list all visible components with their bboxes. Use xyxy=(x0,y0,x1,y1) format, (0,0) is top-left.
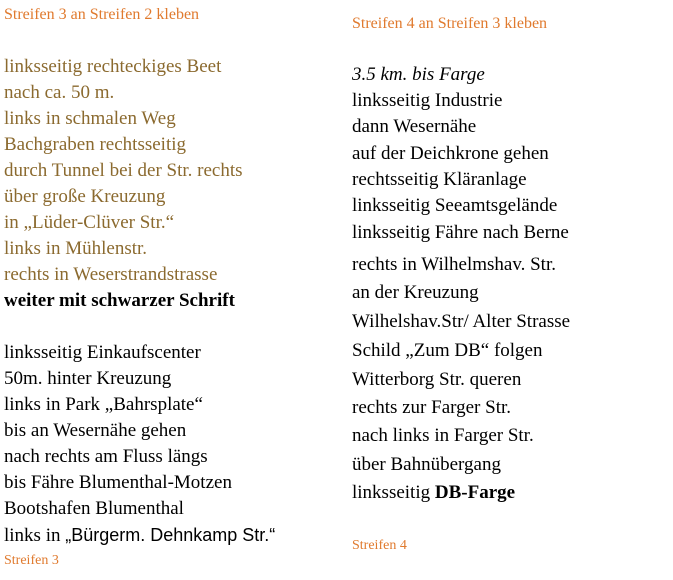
destination-bold: DB-Farge xyxy=(434,482,516,503)
strip-3-line: links in Park „Bahrsplate“ xyxy=(4,394,203,415)
strip-3-line: Bootshafen Blumenthal xyxy=(4,498,184,519)
strip-4-line: an der Kreuzung xyxy=(352,282,479,303)
strip-4-line: auf der Deichkrone gehen xyxy=(352,143,549,164)
strip-3-footer: Streifen 3 xyxy=(4,553,59,568)
strip-3-header: Streifen 3 an Streifen 2 kleben xyxy=(4,6,200,23)
strip-4-line: Schild „Zum DB“ folgen xyxy=(352,340,543,361)
strip-3-line: durch Tunnel bei der Str. rechts xyxy=(4,160,243,181)
strip-3-line: rechts in Weserstrandstrasse xyxy=(4,264,218,285)
strip-4-footer: Streifen 4 xyxy=(352,538,407,553)
strip-4-line: linksseitig Industrie xyxy=(352,90,503,111)
strip-3-line: nach ca. 50 m. xyxy=(4,82,115,103)
strip-4-line: rechts in Wilhelmshav. Str. xyxy=(352,254,556,275)
strip-4-line: nach links in Farger Str. xyxy=(352,425,534,446)
strip-3-line: in „Lüder-Clüver Str.“ xyxy=(4,212,175,233)
strip-4-line: Witterborg Str. queren xyxy=(352,369,522,390)
strip-3-last-line xyxy=(4,524,275,547)
strip-3-line: über große Kreuzung xyxy=(4,186,166,207)
strip-3-line: Bachgraben rechtsseitig xyxy=(4,134,187,155)
last-line-prefix: links in xyxy=(4,525,66,546)
strip-4-distance-note: 3.5 km. bis Farge xyxy=(352,64,485,85)
strip-3-line: bis Fähre Blumenthal-Motzen xyxy=(4,472,232,493)
street-name-sans: „Bürgerm. Dehnkamp Str.“ xyxy=(65,525,276,545)
strip-3-line: links in schmalen Weg xyxy=(4,108,176,129)
strip-4-line: linksseitig Seeamtsgelände xyxy=(352,195,558,216)
strip-4-header: Streifen 4 an Streifen 3 kleben xyxy=(352,15,548,32)
last-line-prefix: linksseitig xyxy=(352,482,435,503)
strip-3-line: linksseitig rechteckiges Beet xyxy=(4,56,222,77)
strip-4-line: rechts zur Farger Str. xyxy=(352,397,511,418)
strip-4-line: rechtsseitig Kläranlage xyxy=(352,169,527,190)
strip-3-line: nach rechts am Fluss längs xyxy=(4,446,208,467)
strip-3-line: bis an Wesernähe gehen xyxy=(4,420,187,441)
strip-4-line: dann Wesernähe xyxy=(352,116,477,137)
strip-3-line: links in Mühlenstr. xyxy=(4,238,148,259)
strip-3-bold-note: weiter mit schwarzer Schrift xyxy=(4,290,235,311)
strip-4-line: linksseitig Fähre nach Berne xyxy=(352,222,569,243)
strip-3-line: linksseitig Einkaufscenter xyxy=(4,342,201,363)
strip-4-line: Wilhelshav.Str/ Alter Strasse xyxy=(352,311,571,332)
strip-4-line: über Bahnübergang xyxy=(352,454,501,475)
strip-4-last-line xyxy=(352,482,515,504)
strip-3-line: 50m. hinter Kreuzung xyxy=(4,368,172,389)
